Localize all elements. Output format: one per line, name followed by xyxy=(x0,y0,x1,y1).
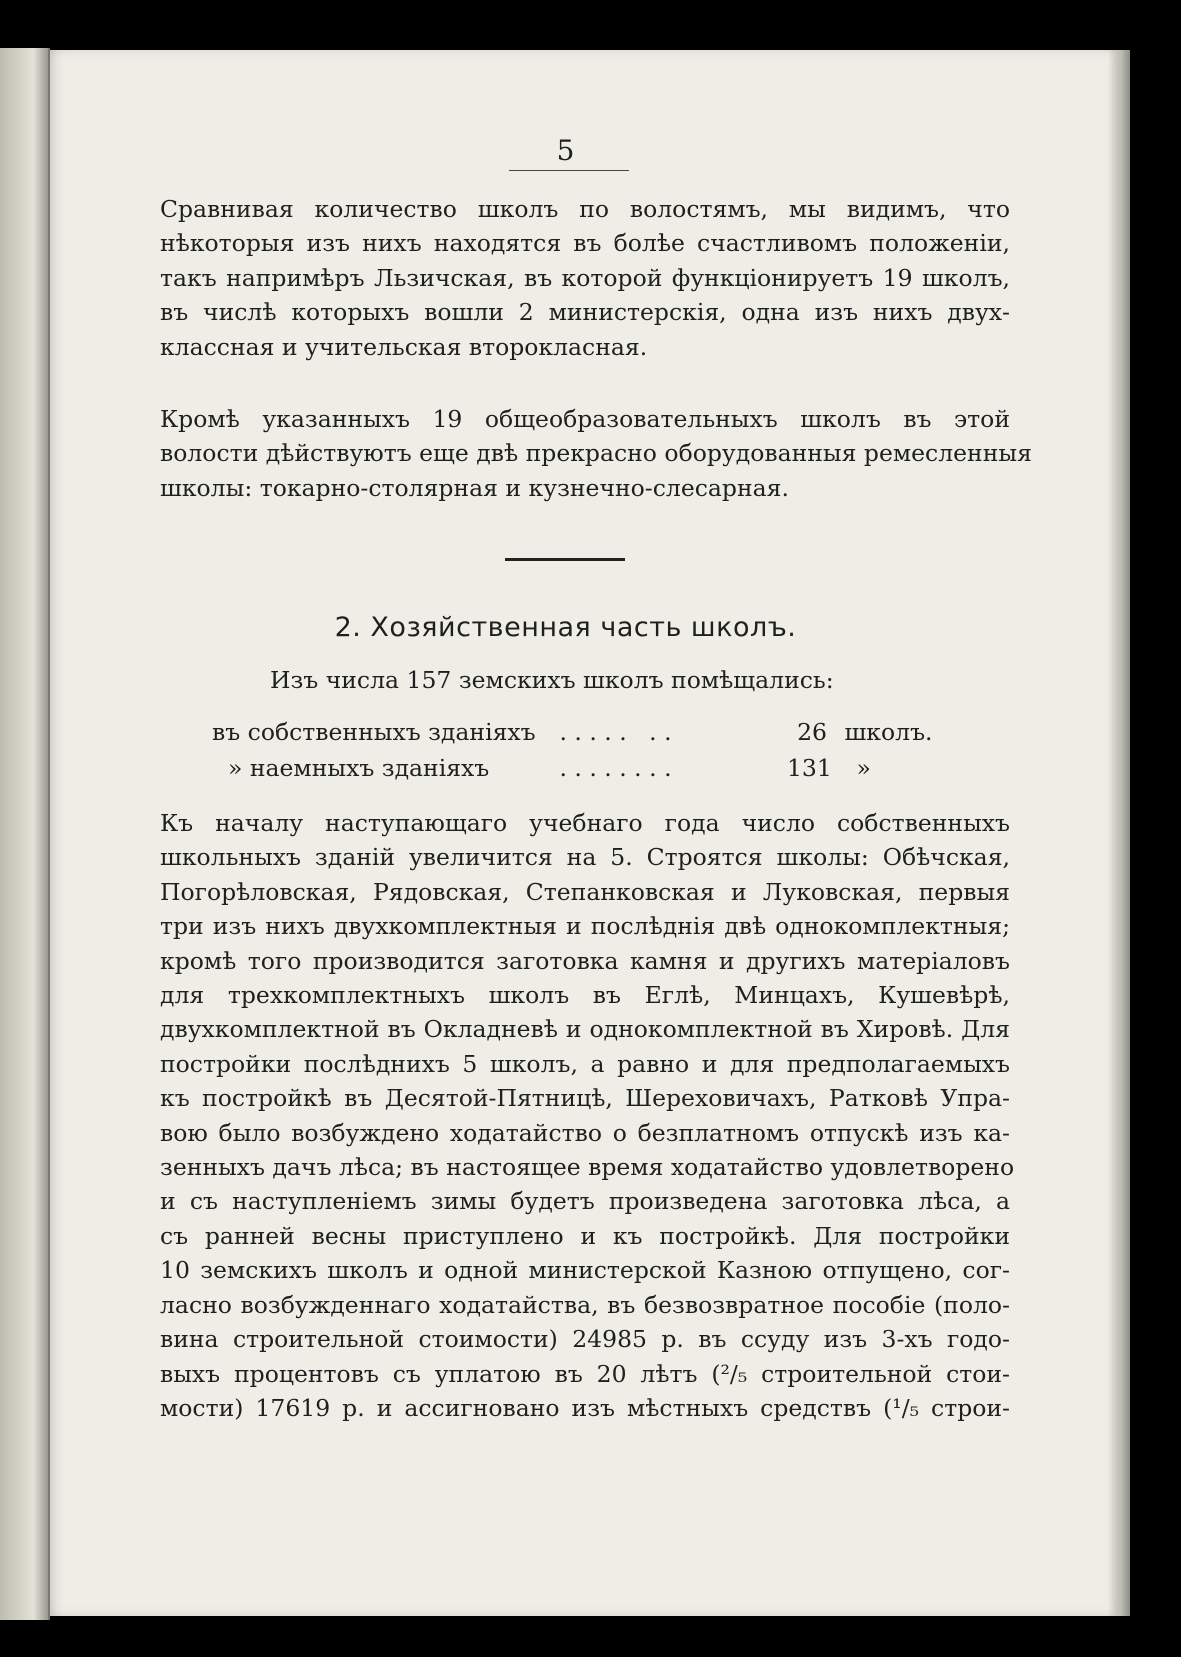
section-title: 2. Хозяйственная часть школъ. xyxy=(334,612,797,643)
text-line: зенныхъ дачъ лѣса; въ настоящее время ходатайство удовлетворено xyxy=(160,1153,1015,1182)
page-shadow-edge xyxy=(1108,50,1130,1616)
text-line: съ ранней весны приступлено и къ постройкѣ. Для постройки xyxy=(160,1221,1010,1250)
text-line: вина строительной стоимости) 24985 р. въ ссуду изъ 3-хъ годо- xyxy=(160,1325,1010,1354)
text-line: 10 земскихъ школъ и одной министерской Казною отпущено, сог- xyxy=(160,1256,1010,1285)
paragraph-2 xyxy=(160,402,1032,505)
page-number-rule xyxy=(509,170,629,171)
stats-row-unit: » xyxy=(856,754,871,782)
text-line: Сравнивая количество школъ по волостямъ, мы видимъ, что xyxy=(160,195,1010,223)
text-line: къ постройкѣ въ Десятой-Пятницѣ, Шереховичахъ, Ратковѣ Упра- xyxy=(160,1084,1010,1113)
book-page xyxy=(50,50,1130,1616)
text-line: классная и учительская второкласная. xyxy=(160,332,648,361)
section-divider xyxy=(505,558,625,561)
text-line: три изъ нихъ двухкомплектныя и послѣднія двѣ однокомплектныя; xyxy=(160,912,1010,941)
paragraph-1 xyxy=(160,192,1010,364)
paragraph-3 xyxy=(160,806,1015,1425)
text-line: школьныхъ зданій увеличится на 5. Строятся школы: Обѣчская, xyxy=(160,843,1010,872)
page-number: 5 xyxy=(556,134,575,167)
text-line: такъ напримѣръ Льзичская, въ которой функціонируетъ 19 школъ, xyxy=(160,263,1010,292)
stats-row-value: 26 xyxy=(797,718,827,746)
text-line: Кромѣ указанныхъ 19 общеобразовательныхъ школъ въ этой xyxy=(160,405,1010,433)
text-line: нѣкоторыя изъ нихъ находятся въ болѣе счастливомъ положеніи, xyxy=(160,229,1010,258)
stats-row-label: » наемныхъ зданіяхъ xyxy=(228,754,490,782)
stats-row-own-buildings xyxy=(212,718,933,746)
stats-row-dots: . . . . . . . . xyxy=(559,754,672,782)
text-line: выхъ процентовъ съ уплатою въ 20 лѣтъ (²/₅ строительной стои- xyxy=(160,1359,1010,1388)
stats-row-rented-buildings xyxy=(228,754,871,782)
stats-intro: Изъ числа 157 земскихъ школъ помѣщались: xyxy=(270,666,834,694)
text-line: и съ наступленіемъ зимы будетъ произведена заготовка лѣса, а xyxy=(160,1187,1010,1216)
stats-row-dots: . . . . . . . xyxy=(559,718,672,746)
text-line: волости дѣйствуютъ еще двѣ прекрасно оборудованныя ремесленныя xyxy=(160,439,1032,468)
text-line: ласно возбужденнаго ходатайства, въ безвозвратное пособіе (поло- xyxy=(160,1290,1010,1319)
text-line: Погорѣловская, Рядовская, Степанковская и Луковская, первыя xyxy=(160,877,1010,906)
adjacent-page-edge xyxy=(0,48,50,1620)
text-line: въ числѣ которыхъ вошли 2 министерскія, одна изъ нихъ двух- xyxy=(160,298,1010,327)
text-line: двухкомплектной въ Окладневѣ и однокомплектной въ Хировѣ. Для xyxy=(160,1015,1010,1044)
text-line: кромѣ того производится заготовка камня и другихъ матеріаловъ xyxy=(160,946,1010,975)
text-line: вою было возбуждено ходатайство о безплатномъ отпускѣ изъ ка- xyxy=(160,1118,1010,1147)
text-line: мости) 17619 р. и ассигновано изъ мѣстныхъ средствъ (¹/₅ строи- xyxy=(160,1393,1010,1422)
text-line: для трехкомплектныхъ школъ въ Еглѣ, Минцахъ, Кушевѣрѣ, xyxy=(160,981,1010,1010)
text-line: Къ началу наступающаго учебнаго года число собственныхъ xyxy=(160,809,1010,837)
stats-row-unit: школъ. xyxy=(844,718,933,746)
stats-row-value: 131 xyxy=(786,754,832,782)
text-line: постройки послѣднихъ 5 школъ, а равно и для предполагаемыхъ xyxy=(160,1049,1010,1078)
text-line: школы: токарно-столярная и кузнечно-слесарная. xyxy=(160,473,789,502)
stats-row-label: въ собственныхъ зданіяхъ xyxy=(212,718,536,746)
